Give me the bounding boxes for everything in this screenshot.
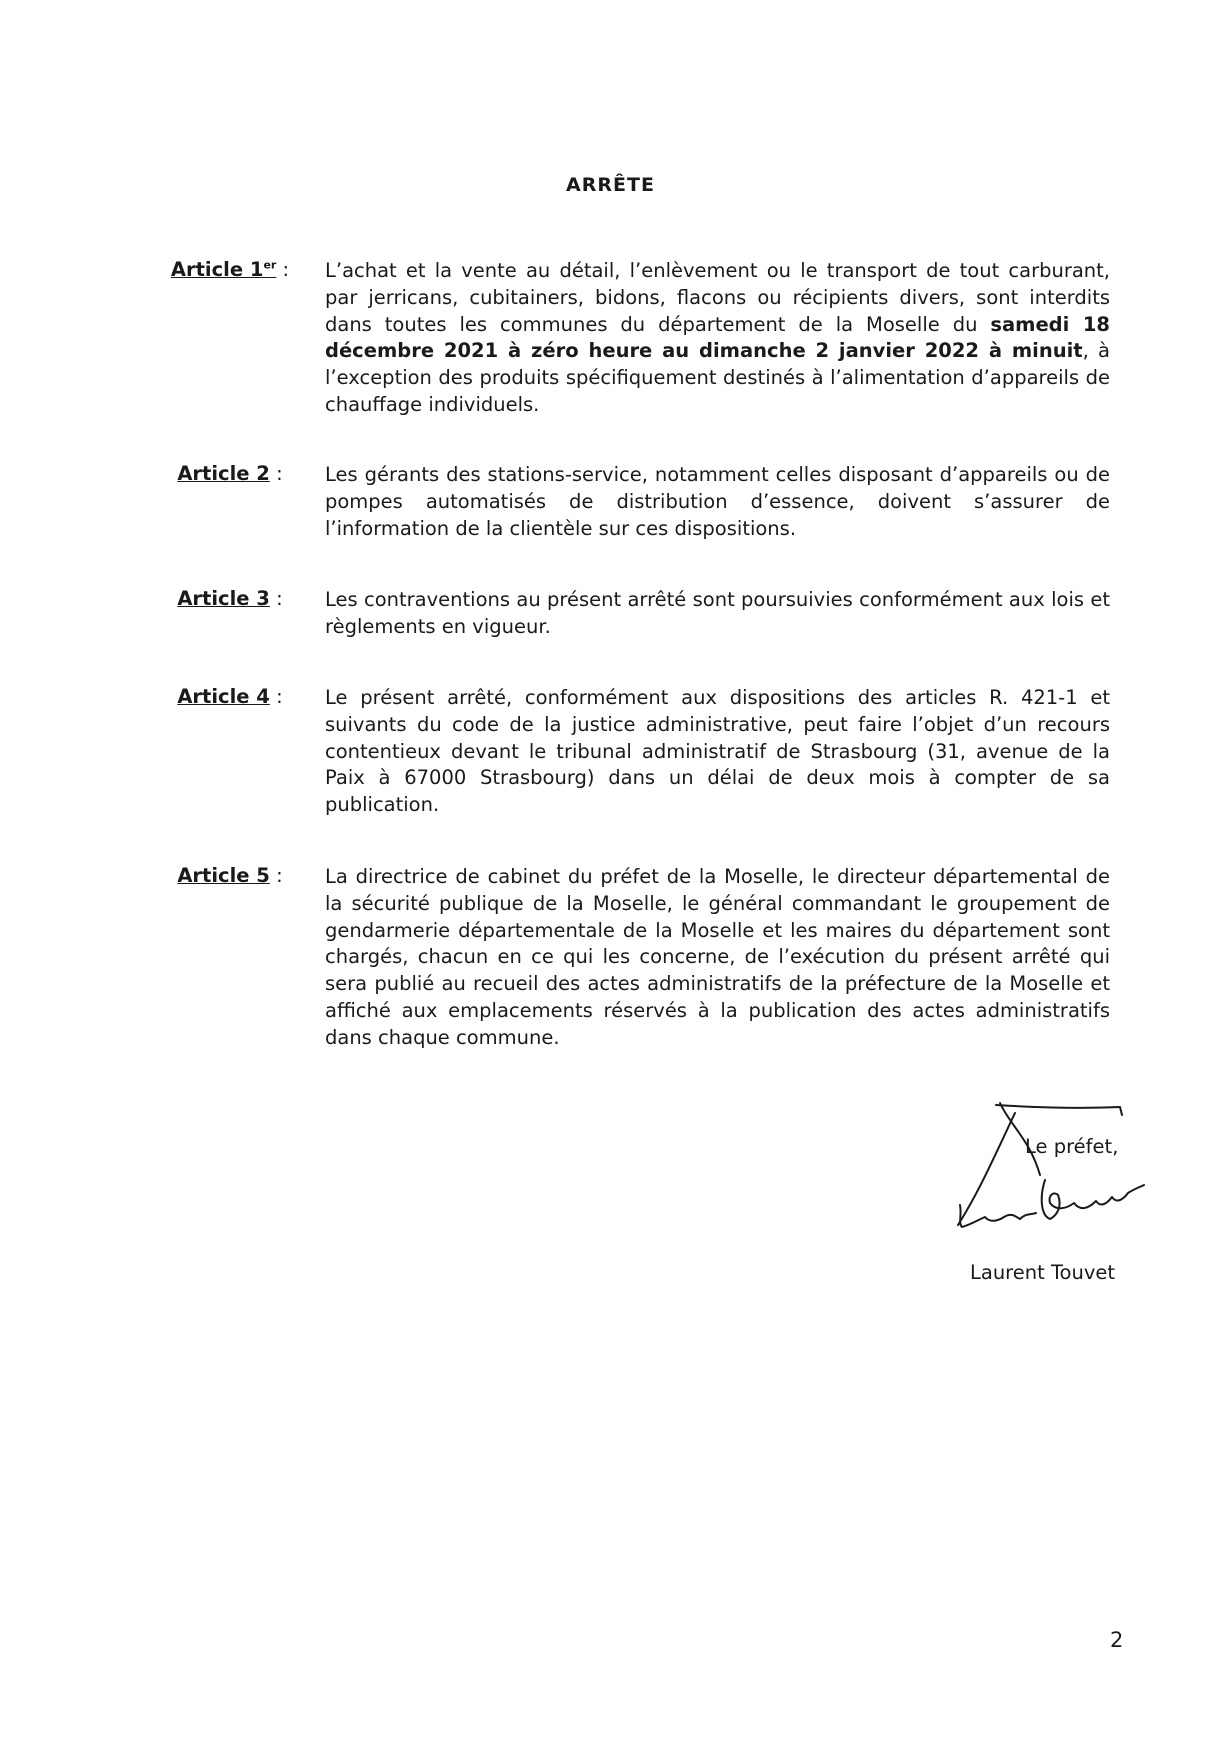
article-label: Article 3 : xyxy=(177,587,283,610)
article-label: Article 5 : xyxy=(177,864,283,887)
article-label: Article 2 : xyxy=(177,462,283,485)
signatory-name: Laurent Touvet xyxy=(970,1261,1116,1284)
handwritten-signature-icon xyxy=(940,1095,1170,1245)
page-number: 2 xyxy=(1110,1628,1124,1652)
article-text: La directrice de cabinet du préfet de la Moselle, le directeur départemental de la sécurité publique de la Moselle, le général commandant le groupement de gendarmerie départementale de la Moselle et les maires du département sont chargés, chacun en ce qui les concerne, de l’exécution du présent arrêté qui sera publié au recueil des actes administratifs de la préfecture de la Moselle et affiché aux emplacements réservés à la publication des actes administratifs dans chaque commune. xyxy=(325,865,1110,1049)
article-text: Le présent arrêté, conformément aux dispositions des articles R. 421-1 et suivants du code de la justice administrative, peut faire l’objet d’un recours contentieux devant le tribunal administratif de Strasbourg (31, avenue de la Paix à 67000 Strasbourg) dans un délai de deux mois à compter de sa publication. xyxy=(325,686,1110,817)
article-text: Les contraventions au présent arrêté sont poursuivies conformément aux lois et règlements en vigueur. xyxy=(325,588,1110,638)
article-text: L’achat et la vente au détail, l’enlèvement ou le transport de tout carburant, par jerricans, cubitainers, bidons, flacons ou récipients divers, sont interdits dans toutes les communes du département de la Moselle du samedi 18 décembre 2021 à zéro heure au dimanche 2 janvier 2022 à minuit, à l’exception des produits spécifiquement destinés à l’alimentation d’appareils de chauffage individuels. xyxy=(325,259,1110,416)
article-label: Article 1er : xyxy=(170,258,290,281)
article-label: Article 4 : xyxy=(177,685,283,708)
document-title: ARRÊTE xyxy=(566,174,655,196)
article-text-bold: samedi 18 décembre 2021 à zéro heure au dimanche 2 janvier 2022 à minuit xyxy=(325,312,1110,363)
signatory-title: Le préfet, xyxy=(1025,1135,1119,1158)
article-text: Les gérants des stations-service, notamment celles disposant d’appareils ou de pompes automatisés de distribution d’essence, doivent s’assurer de l’information de la clientèle sur ces dispositions. xyxy=(325,463,1110,540)
